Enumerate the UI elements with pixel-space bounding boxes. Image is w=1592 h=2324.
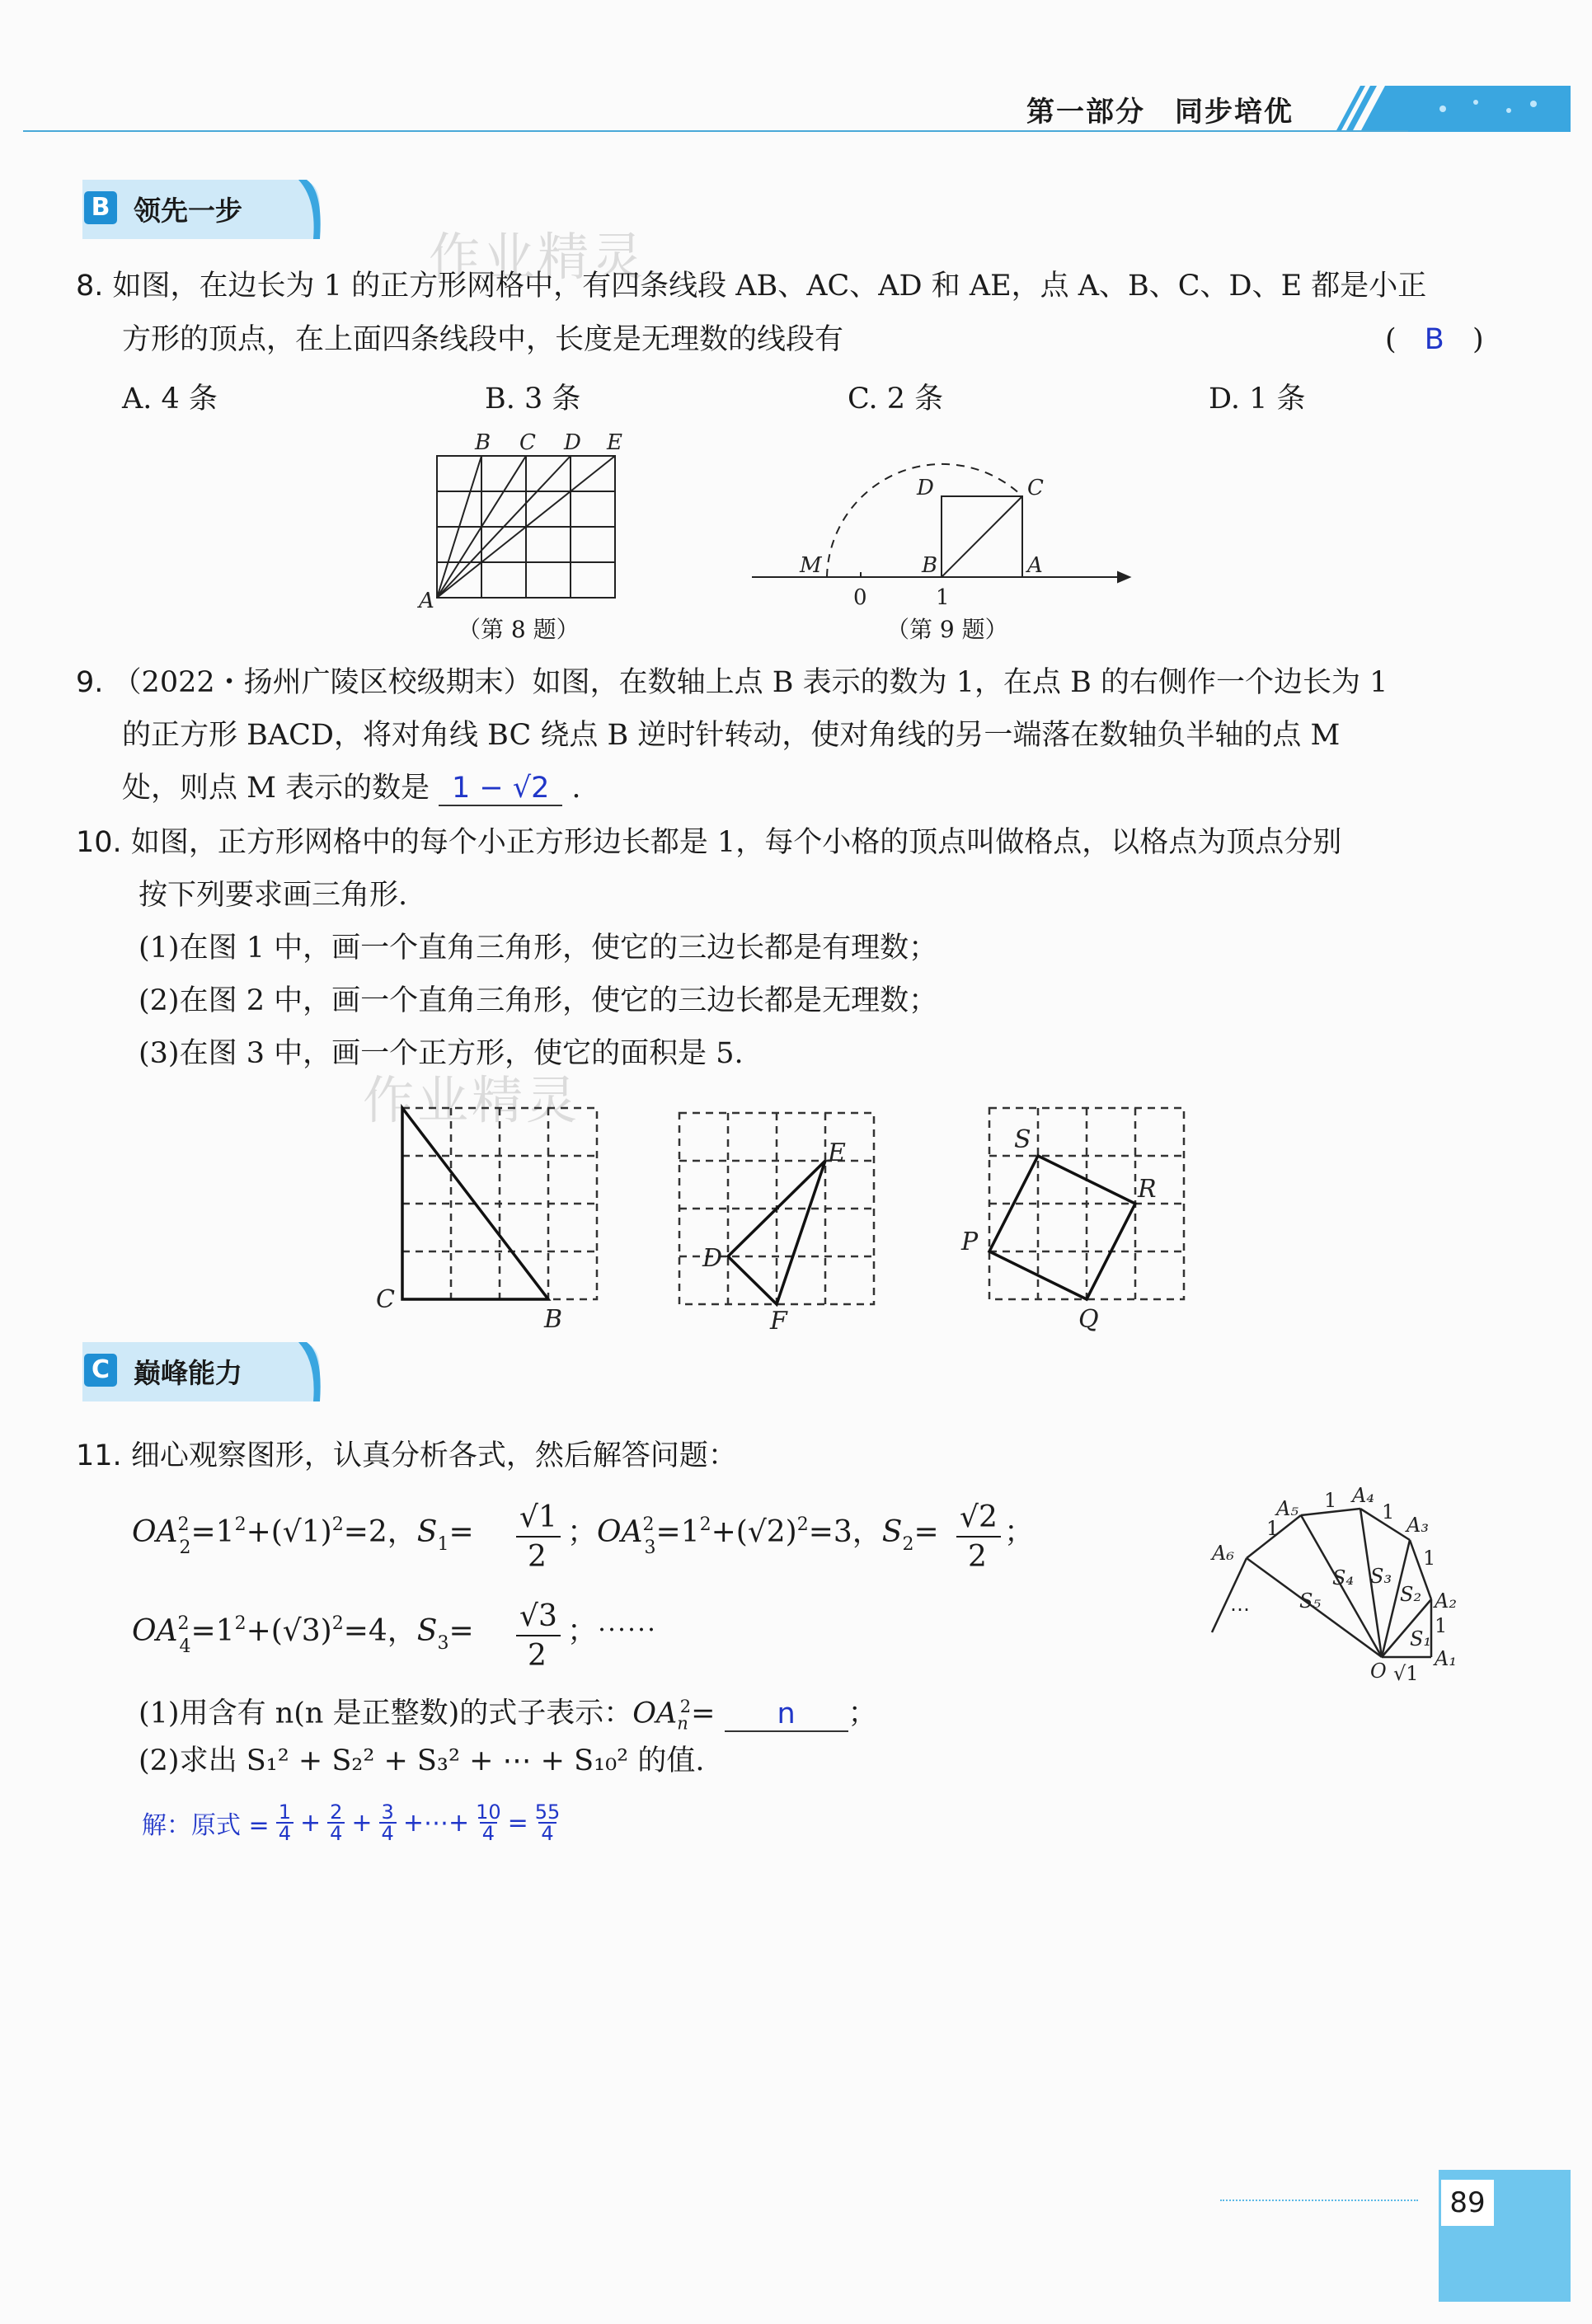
q9-label-c: C (1027, 476, 1044, 500)
q10-item-1: (1)在图 1 中，画一个直角三角形，使它的三边长都是有理数； (139, 932, 938, 965)
section-b-title: 领先一步 (134, 195, 242, 227)
q9-text-3: 处，则点 M 表示的数是 (122, 772, 430, 805)
header-rule (23, 130, 1408, 132)
q10-number: 10. (76, 826, 122, 859)
footer-dotted-rule (1220, 2200, 1418, 2203)
svg-text:2: 2 (528, 1639, 547, 1673)
solution-ellipsis: +⋯+ (402, 1808, 470, 1838)
q11-text-1: 细心观察图形，认真分析各式，然后解答问题： (130, 1439, 737, 1472)
solution-frac-2 (327, 1802, 345, 1843)
header-title: 第一部分 同步培优 (1026, 96, 1294, 129)
frac2-den: 4 (327, 1822, 345, 1843)
frac4-den: 4 (480, 1822, 497, 1843)
q11-label-dots: ⋯ (1230, 1598, 1250, 1621)
q8-answer: B (1424, 323, 1444, 356)
q11-label-one-1: 1 (1435, 1614, 1448, 1637)
q11-label-a1: A₁ (1435, 1647, 1457, 1670)
q8-option-c: C. 2 条 (848, 383, 944, 416)
q8-line1 (76, 270, 1426, 303)
solution-frac-4 (476, 1802, 501, 1843)
q10-label-b: B (544, 1305, 563, 1334)
q11-label-one-5: 1 (1266, 1517, 1280, 1540)
svg-text:√1: √1 (519, 1500, 557, 1534)
q8-label-c: C (519, 430, 536, 455)
q11-solution: 解：原式 = $\frac{1}{4}$ + $\frac{2}{4}$ + $\frac{3}{4}$ +⋯+ $\frac{10}{4}$ = $\frac{55}{4}$ (142, 1801, 561, 1845)
watermark: 作业精灵 (429, 227, 647, 287)
q9-label-zero: 0 (853, 585, 867, 610)
q11-part1-answer: n (725, 1697, 848, 1732)
q10-label-p: P (961, 1228, 979, 1256)
formula-line-2: $OA^2$ $4=1^2+(√3)^2=4$，$S_3=$ (132, 1613, 474, 1657)
frac3-den: 4 (379, 1822, 397, 1843)
q9-line3 (122, 772, 581, 806)
q10-label-c: C (376, 1285, 395, 1314)
section-c-letter: C (84, 1354, 117, 1387)
svg-text:2: 2 (528, 1540, 547, 1574)
formula-line-1: $OA^2$ $2=1^2+(√1)^2=2$，$S_1=$ (132, 1514, 474, 1558)
q10-item-3: (3)在图 3 中，画一个正方形，使它的面积是 5. (139, 1037, 744, 1070)
q8-label-d: D (564, 430, 581, 455)
q8-figure (412, 425, 643, 614)
q9-label-b: B (922, 553, 938, 578)
q11-label-s4: S₄ (1332, 1566, 1355, 1589)
q9-answer: 1 − √2 (439, 772, 562, 806)
q10-figures (363, 1096, 1220, 1336)
frac3-num: 3 (381, 1801, 394, 1824)
q11-part1: (1)用含有 n(n 是正整数)的式子表示：$OA_n^2= n$ ； (139, 1697, 877, 1734)
q11-number: 11. (76, 1439, 122, 1472)
q9-text-2: 的正方形 BACD，将对角线 BC 绕点 B 逆时针转动，使对角线的另一端落在数轴负半轴的点 M (122, 719, 1341, 752)
q11-label-root1: √1 (1393, 1662, 1419, 1685)
q8-option-d: D. 1 条 (1209, 383, 1306, 416)
frac1-den: 4 (276, 1822, 294, 1843)
q10-item-2: (2)在图 2 中，画一个直角三角形，使它的三边长都是无理数； (139, 984, 938, 1017)
q10-label-e: E (828, 1139, 846, 1167)
svg-text:√2: √2 (960, 1500, 998, 1534)
q11-label-one-3: 1 (1382, 1500, 1395, 1524)
q9-number: 9. (76, 666, 104, 699)
q11-label-s5: S₅ (1299, 1589, 1322, 1613)
q11-part2: (2)求出 S₁² + S₂² + S₃² + ⋯ + S₁₀² 的值. (139, 1744, 705, 1777)
q9-label-one: 1 (936, 585, 950, 610)
svg-text:2: 2 (968, 1540, 987, 1574)
q8-text-1: 如图，在边长为 1 的正方形网格中，有四条线段 AB、AC、AD 和 AE，点 A、B、C、D、E 都是小正 (112, 270, 1427, 303)
watermark-2: 作业精灵 (363, 1070, 581, 1130)
solution-frac-1 (276, 1802, 294, 1843)
q11-label-s1: S₁ (1410, 1627, 1432, 1650)
section-b-header (76, 175, 323, 244)
q8-label-a: A (419, 589, 434, 613)
header-decoration (1352, 86, 1571, 132)
solution-result (535, 1802, 561, 1843)
q11-figure (1187, 1476, 1492, 1685)
q9-label-a: A (1027, 553, 1043, 578)
q10-text-2: 按下列要求画三角形. (139, 879, 408, 912)
q11-label-a2: A₂ (1435, 1589, 1457, 1613)
q8-caption: （第 8 题） (458, 616, 580, 643)
q8-number: 8. (76, 270, 104, 303)
q8-label-b: B (475, 430, 491, 455)
svg-text:；⋯⋯: ；⋯⋯ (567, 1614, 657, 1648)
page-number: 89 (1439, 2178, 1496, 2228)
q11-label-a3: A₃ (1407, 1514, 1429, 1537)
q10-label-f: F (770, 1307, 787, 1336)
frac4-num: 10 (476, 1801, 501, 1824)
q10-label-d: D (702, 1244, 723, 1273)
section-c-header (76, 1337, 323, 1406)
q11-formulas (132, 1491, 1035, 1688)
q10-label-r: R (1138, 1175, 1157, 1204)
result-den: 4 (538, 1822, 556, 1843)
q11-label-s2: S₂ (1400, 1583, 1422, 1606)
section-b-letter: B (84, 191, 117, 224)
solution-frac-3 (379, 1802, 397, 1843)
svg-text:；: ； (1004, 1515, 1035, 1549)
q10-text-1: 如图，正方形网格中的每个小正方形边长都是 1，每个小格的顶点叫做格点，以格点为顶点分别 (130, 826, 1342, 859)
q9-caption: （第 9 题） (886, 616, 1008, 643)
q11-label-s3: S₃ (1370, 1565, 1392, 1588)
q9-label-m: M (800, 553, 822, 578)
q8-option-a: A. 4 条 (122, 383, 218, 416)
q9-line1 (76, 666, 1388, 699)
q11-label-one-2: 1 (1423, 1547, 1436, 1570)
q10-line1 (76, 826, 1341, 859)
q8-paren-close: ) (1472, 323, 1484, 356)
q10-label-q: Q (1078, 1305, 1099, 1334)
q8-label-e: E (607, 430, 622, 455)
q8-answer-bracket (1385, 323, 1484, 356)
frac2-num: 2 (330, 1801, 343, 1824)
svg-text:√3: √3 (519, 1599, 557, 1633)
q9-figure (742, 452, 1138, 617)
section-c-title: 巅峰能力 (134, 1357, 242, 1389)
q11-label-o: O (1370, 1660, 1387, 1683)
q11-line1 (76, 1439, 737, 1472)
q8-paren-open: ( (1385, 323, 1397, 356)
solution-prefix: 解：原式 = (142, 1811, 270, 1840)
q11-label-one-4: 1 (1324, 1489, 1337, 1512)
q8-text-2: 方形的顶点，在上面四条线段中，长度是无理数的线段有 (122, 323, 844, 356)
q8-option-b: B. 3 条 (485, 383, 581, 416)
result-num: 55 (534, 1801, 561, 1824)
q9-text-1: （2022・扬州广陵区校级期末）如图，在数轴上点 B 表示的数为 1，在点 B 的右侧作一个边长为 1 (112, 666, 1388, 699)
q9-text-3-end: . (571, 772, 581, 805)
frac1-num: 1 (278, 1801, 291, 1824)
q11-label-a5: A₅ (1276, 1497, 1298, 1520)
q11-label-a4: A₄ (1352, 1484, 1374, 1507)
q10-label-s: S (1014, 1125, 1031, 1154)
q9-label-d: D (917, 476, 934, 500)
svg-text:；OA23=12+(√2)2=3，S2=: ；$OA^2$ $3=1^2+(√2)^2=3$，$S_2=$ (567, 1514, 939, 1558)
q11-part1-label: (1)用含有 n(n 是正整数)的式子表示： (139, 1697, 633, 1730)
q11-label-a6: A₆ (1212, 1542, 1234, 1565)
